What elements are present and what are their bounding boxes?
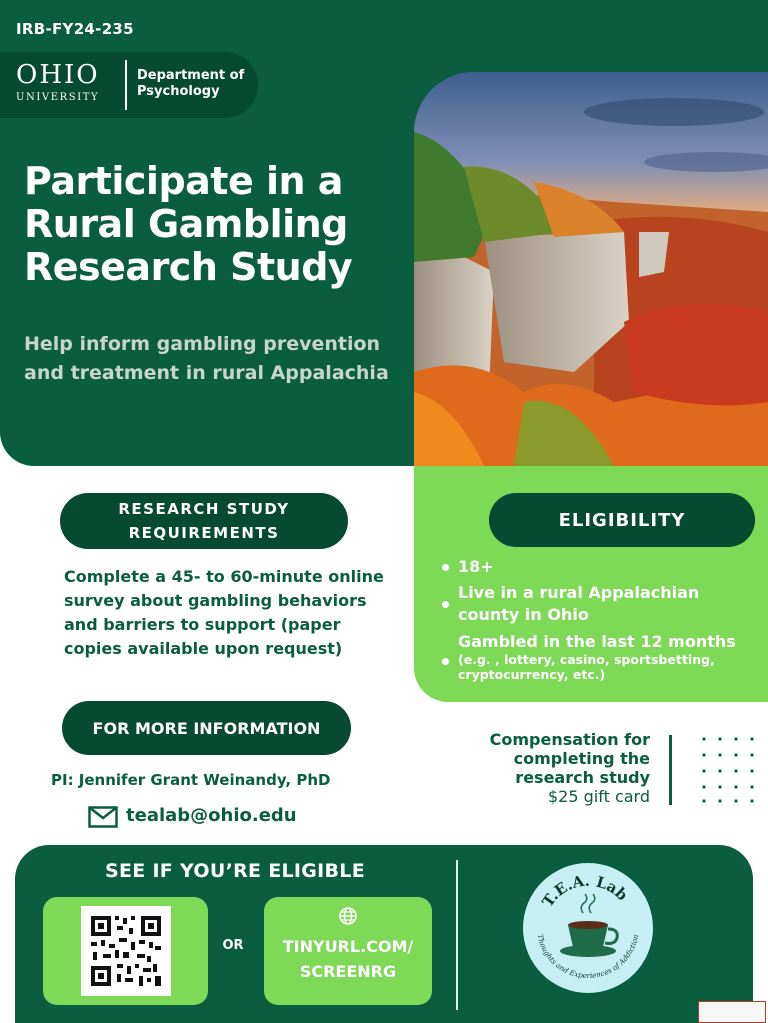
ohio-logo-word: OHIO [16,60,100,90]
tea-lab-title: T.E.A. Lab [538,871,632,911]
eligibility-residence: Live in a rural Appalachian county in Ohio [458,583,700,624]
mail-icon [88,806,118,828]
bullet-icon [442,658,449,665]
autumn-cliff-photo [414,72,768,466]
tea-lab-emblem [523,863,653,993]
decorative-dots [700,733,764,805]
cta-divider [456,860,458,1010]
page-title: Participate in a Rural Gambling Research Study [24,159,353,289]
principal-investigator: PI: Jennifer Grant Weinandy, PhD [51,771,331,789]
qr-code[interactable] [81,906,171,996]
eligibility-heading: ELIGIBILITY [489,493,755,547]
irb-approval-stamp [698,1001,766,1023]
qr-code-icon [81,906,171,996]
teacup-icon [560,894,617,957]
more-info-heading: FOR MORE INFORMATION [62,701,351,755]
eligibility-age: 18+ [458,557,494,576]
compensation-block [450,730,650,806]
page-subtitle: Help inform gambling prevention and treatment in rural Appalachia [24,333,389,384]
list-item [440,582,760,626]
bullet-icon [442,564,449,571]
list-item [440,632,760,682]
department-name: Department of Psychology [137,68,245,99]
list-item [440,556,760,578]
svg-text:T.E.A. Lab [538,872,631,911]
requirements-text: Complete a 45- to 60-minute online survey about gambling behaviors and barriers to support (paper copies available upon request) [64,567,384,658]
eligibility-list [440,556,760,682]
cta-heading: SEE IF YOU’RE ELIGIBLE [104,860,365,882]
university-logo-word: UNIVERSITY [16,92,100,103]
globe-icon [338,906,358,926]
compensation-divider [669,735,672,805]
url-line-1: TINYURL.COM/ [282,937,414,956]
tea-lab-tagline: Thoughts and Experiences of Addiction [535,933,641,981]
logo-divider [125,60,127,110]
or-separator: OR [222,938,244,953]
landscape-illustration [414,72,768,466]
eligibility-gambling-examples: (e.g. , lottery, casino, sportsbetting, cryptocurrency, etc.) [458,652,715,682]
irb-number: IRB-FY24-235 [16,20,134,38]
compensation-amount: $25 gift card [548,787,650,806]
contact-email-link[interactable]: tealab@ohio.edu [126,805,297,826]
eligibility-gambling: Gambled in the last 12 months [458,632,736,651]
bullet-icon [442,601,449,608]
screening-url-link[interactable] [264,934,432,984]
compensation-text: Compensation for completing the research study [489,730,650,787]
requirements-heading: RESEARCH STUDY REQUIREMENTS [60,493,348,549]
tea-lab-logo [523,863,653,993]
url-line-2: SCREENRG [299,962,397,981]
